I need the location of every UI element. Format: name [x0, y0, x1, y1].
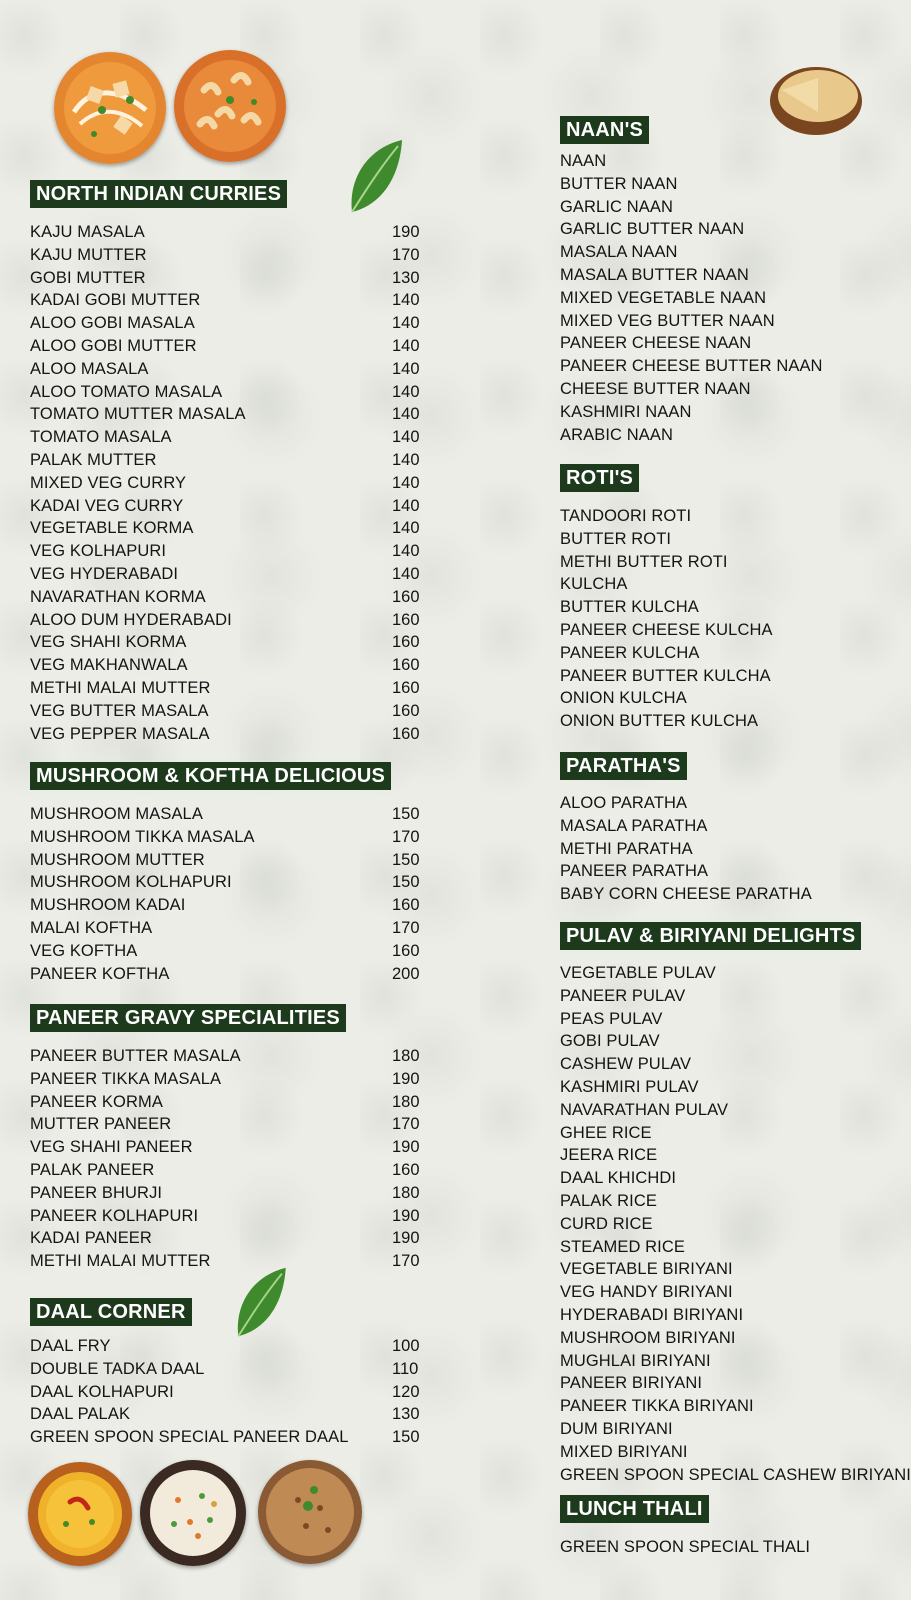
section-heading: LUNCH THALI — [560, 1495, 709, 1523]
menu-item — [30, 723, 428, 746]
menu-item-name: GHEE RICE — [560, 1123, 652, 1142]
menu-item-price: 140 — [392, 291, 420, 310]
menu-item — [30, 677, 428, 700]
menu-item — [560, 332, 880, 355]
menu-item-name: VEG MAKHANWALA — [30, 656, 188, 675]
menu-item-name: PANEER BIRIYANI — [560, 1374, 703, 1393]
menu-item-name: MUSHROOM KOLHAPURI — [30, 873, 232, 892]
menu-item-name: KADAI PANEER — [30, 1229, 152, 1248]
menu-item-name: METHI MALAI MUTTER — [30, 1252, 211, 1271]
menu-item-price: 160 — [392, 701, 420, 720]
menu-item — [30, 1091, 428, 1114]
menu-item-name: ALOO MASALA — [30, 359, 149, 378]
menu-item-name: DAAL KOLHAPURI — [30, 1382, 174, 1401]
menu-item — [560, 551, 880, 574]
menu-item-name: MIXED VEGETABLE NAAN — [560, 288, 767, 307]
menu-item-name: STEAMED RICE — [560, 1237, 685, 1256]
menu-item — [560, 1350, 880, 1373]
menu-item-price: 130 — [392, 1405, 420, 1424]
menu-item — [30, 1182, 428, 1205]
menu-item-price: 190 — [392, 1206, 420, 1225]
menu-item-name: DAAL PALAK — [30, 1405, 131, 1424]
menu-item-name: BABY CORN CHEESE PARATHA — [560, 885, 812, 904]
menu-item-price: 140 — [392, 496, 420, 515]
menu-item — [30, 586, 428, 609]
menu-item-price: 180 — [392, 1047, 420, 1065]
menu-item-name: MUSHROOM KADAI — [30, 896, 186, 915]
menu-item-name: NAVARATHAN PULAV — [560, 1100, 729, 1119]
menu-list — [30, 1335, 428, 1449]
menu-item-name: MIXED BIRIYANI — [560, 1442, 688, 1461]
menu-item-name: MUSHROOM BIRIYANI — [560, 1328, 736, 1347]
menu-item-name: PALAK RICE — [560, 1191, 657, 1210]
menu-item-name: MUTTER PANEER — [30, 1115, 172, 1134]
menu-item-name: VEGETABLE KORMA — [30, 519, 194, 538]
menu-item — [560, 1030, 880, 1053]
menu-item — [560, 1167, 880, 1190]
menu-item-price: 140 — [392, 564, 420, 583]
menu-item-name: PANEER CHEESE KULCHA — [560, 620, 773, 639]
menu-item — [30, 1335, 428, 1358]
menu-item-price: 140 — [392, 428, 420, 447]
menu-item — [560, 665, 880, 688]
menu-item — [560, 883, 880, 906]
menu-item-name: JEERA RICE — [560, 1146, 658, 1165]
menu-item-price: 140 — [392, 336, 420, 355]
menu-item-name: ARABIC NAAN — [560, 425, 673, 444]
menu-item — [30, 1068, 428, 1091]
menu-item — [560, 355, 880, 378]
menu-item-price: 190 — [392, 1069, 420, 1088]
menu-item-name: PANEER KORMA — [30, 1092, 163, 1111]
menu-item-price: 160 — [392, 587, 420, 606]
menu-item-name: PANEER TIKKA MASALA — [30, 1069, 222, 1088]
menu-item — [30, 426, 428, 449]
menu-item — [30, 1136, 428, 1159]
menu-item-price: 100 — [392, 1337, 420, 1355]
menu-item — [560, 528, 880, 551]
menu-item-name: TOMATO MASALA — [30, 428, 172, 447]
menu-item — [560, 264, 880, 287]
menu-item-price: 170 — [392, 245, 420, 264]
menu-item — [560, 1236, 880, 1259]
menu-item-price: 140 — [392, 314, 420, 333]
menu-item — [30, 826, 428, 849]
menu-item-price: 170 — [392, 918, 420, 937]
menu-item-price: 160 — [392, 656, 420, 675]
menu-item — [560, 792, 880, 815]
menu-item — [30, 849, 428, 872]
menu-item — [560, 1144, 880, 1167]
menu-item-price: 140 — [392, 473, 420, 492]
menu-item-price: 160 — [392, 724, 420, 743]
menu-item-price: 140 — [392, 405, 420, 424]
menu-item-name: VEG HANDY BIRIYANI — [560, 1283, 733, 1302]
menu-item — [560, 241, 880, 264]
menu-item-price: 180 — [392, 1183, 420, 1202]
menu-list — [30, 1045, 428, 1273]
menu-item-name: DOUBLE TADKA DAAL — [30, 1359, 205, 1378]
menu-item — [560, 378, 880, 401]
menu-item-name: KADAI VEG CURRY — [30, 496, 184, 515]
menu-item-price: 160 — [392, 896, 420, 915]
menu-item — [560, 1395, 880, 1418]
menu-item-price: 150 — [392, 805, 420, 823]
menu-item — [560, 860, 880, 883]
menu-item — [30, 1113, 428, 1136]
menu-item — [30, 917, 428, 940]
menu-item — [560, 1099, 880, 1122]
menu-item-name: MALAI KOFTHA — [30, 918, 153, 937]
section-heading: PANEER GRAVY SPECIALITIES — [30, 1004, 346, 1032]
menu-item — [560, 1258, 880, 1281]
menu-item — [30, 894, 428, 917]
menu-item-name: MUSHROOM MUTTER — [30, 850, 205, 869]
menu-item-name: ONION KULCHA — [560, 689, 687, 708]
menu-item — [560, 985, 880, 1008]
menu-item-price: 160 — [392, 678, 420, 697]
menu-item-name: ALOO PARATHA — [560, 794, 688, 812]
menu-item — [560, 1190, 880, 1213]
section-heading: DAAL CORNER — [30, 1298, 192, 1326]
menu-item-price: 160 — [392, 610, 420, 629]
menu-item-name: MUGHLAI BIRIYANI — [560, 1351, 711, 1370]
menu-item-name: BUTTER ROTI — [560, 529, 672, 548]
menu-item — [30, 540, 428, 563]
menu-item-name: PANEER PULAV — [560, 986, 686, 1005]
menu-item — [560, 196, 880, 219]
menu-item-name: PALAK PANEER — [30, 1160, 155, 1179]
menu-item-name: ALOO DUM HYDERABADI — [30, 610, 232, 629]
menu-item-name: DAAL KHICHDI — [560, 1169, 677, 1188]
menu-item-name: PANEER BUTTER KULCHA — [560, 666, 771, 685]
menu-item-name: VEG KOLHAPURI — [30, 542, 167, 561]
menu-item-name: GREEN SPOON SPECIAL PANEER DAAL — [30, 1428, 349, 1447]
menu-item-name: ONION BUTTER KULCHA — [560, 712, 759, 731]
menu-item — [30, 940, 428, 963]
menu-item — [560, 619, 880, 642]
menu-item-name: PANEER BHURJI — [30, 1183, 163, 1202]
menu-item-name: TANDOORI ROTI — [560, 507, 692, 525]
menu-item-name: VEGETABLE PULAV — [560, 964, 716, 982]
menu-item-name: HYDERABADI BIRIYANI — [560, 1305, 744, 1324]
menu-item — [560, 687, 880, 710]
menu-item — [560, 1213, 880, 1236]
menu-item-name: GREEN SPOON SPECIAL THALI — [560, 1538, 811, 1556]
menu-item-name: TOMATO MUTTER MASALA — [30, 405, 246, 424]
menu-item — [560, 287, 880, 310]
menu-item — [30, 1205, 428, 1228]
menu-item-price: 190 — [392, 1138, 420, 1157]
menu-item-name: METHI MALAI MUTTER — [30, 678, 211, 697]
menu-item — [560, 1053, 880, 1076]
menu-item-name: VEG SHAHI KORMA — [30, 633, 187, 652]
menu-item-name: DAAL FRY — [30, 1337, 111, 1355]
menu-item-name: DUM BIRIYANI — [560, 1419, 673, 1438]
menu-item-name: CASHEW PULAV — [560, 1055, 692, 1074]
menu-item-name: MASALA NAAN — [560, 243, 678, 262]
menu-item-price: 170 — [392, 1252, 420, 1271]
menu-item — [560, 710, 880, 733]
menu-item — [560, 1372, 880, 1395]
menu-item-name: PANEER CHEESE BUTTER NAAN — [560, 357, 823, 376]
menu-item-price: 180 — [392, 1092, 420, 1111]
menu-item-name: GOBI MUTTER — [30, 268, 146, 287]
menu-item — [560, 962, 880, 985]
menu-item-price: 140 — [392, 359, 420, 378]
menu-item — [30, 1045, 428, 1068]
left-menu-column — [30, 0, 440, 1600]
section-heading: MUSHROOM & KOFTHA DELICIOUS — [30, 762, 391, 790]
menu-item — [30, 495, 428, 518]
section-heading: NAAN'S — [560, 116, 649, 144]
menu-item-name: VEG SHAHI PANEER — [30, 1138, 193, 1157]
menu-item — [30, 1426, 428, 1449]
menu-item-name: ALOO GOBI MUTTER — [30, 336, 197, 355]
menu-item-name: MIXED VEG BUTTER NAAN — [560, 311, 775, 330]
menu-item — [30, 963, 428, 986]
menu-item-name: PALAK MUTTER — [30, 450, 157, 469]
menu-item — [560, 1418, 880, 1441]
menu-item — [560, 815, 880, 838]
menu-item-price: 170 — [392, 1115, 420, 1134]
menu-item — [30, 381, 428, 404]
section-heading: NORTH INDIAN CURRIES — [30, 180, 287, 208]
section-heading: PARATHA'S — [560, 752, 687, 780]
menu-item — [560, 1122, 880, 1145]
menu-item-price: 150 — [392, 873, 420, 892]
menu-item-name: ALOO GOBI MASALA — [30, 314, 195, 333]
menu-item-price: 120 — [392, 1382, 420, 1401]
menu-item-name: VEGETABLE BIRIYANI — [560, 1260, 733, 1279]
menu-item — [30, 631, 428, 654]
menu-item-name: BUTTER KULCHA — [560, 598, 699, 617]
menu-item-price: 190 — [392, 223, 420, 241]
menu-item-name: VEG BUTTER MASALA — [30, 701, 209, 720]
section-heading: ROTI'S — [560, 464, 639, 492]
menu-item-price: 150 — [392, 850, 420, 869]
menu-item — [560, 573, 880, 596]
menu-item-name: PANEER KULCHA — [560, 643, 700, 662]
menu-item-price: 110 — [392, 1359, 419, 1378]
menu-item — [560, 1008, 880, 1031]
menu-item — [30, 563, 428, 586]
menu-list — [560, 792, 880, 906]
menu-item-name: PANEER PARATHA — [560, 862, 709, 881]
menu-item-name: VEG KOFTHA — [30, 941, 138, 960]
menu-item-name: PANEER BUTTER MASALA — [30, 1047, 241, 1065]
menu-item-name: MASALA BUTTER NAAN — [560, 265, 749, 284]
menu-item — [30, 1358, 428, 1381]
menu-item-name: MUSHROOM TIKKA MASALA — [30, 827, 255, 846]
menu-item — [30, 1227, 428, 1250]
menu-item-name: GREEN SPOON SPECIAL CASHEW BIRIYANI — [560, 1465, 911, 1484]
menu-list — [30, 221, 428, 745]
menu-list — [560, 962, 911, 1486]
menu-item-name: PEAS PULAV — [560, 1009, 663, 1028]
menu-item — [30, 312, 428, 335]
menu-item — [560, 1464, 911, 1487]
menu-list — [560, 505, 880, 733]
menu-item — [560, 1327, 880, 1350]
menu-item-name: BUTTER NAAN — [560, 174, 678, 193]
menu-item-price: 160 — [392, 633, 420, 652]
menu-item-price: 140 — [392, 382, 420, 401]
menu-item — [560, 218, 880, 241]
menu-item-name: MIXED VEG CURRY — [30, 473, 187, 492]
section-heading: PULAV & BIRIYANI DELIGHTS — [560, 922, 861, 950]
menu-item-name: NAAN — [560, 152, 607, 170]
menu-item-name: MUSHROOM MASALA — [30, 805, 203, 823]
menu-item — [560, 1281, 880, 1304]
menu-item — [30, 609, 428, 632]
menu-item-price: 140 — [392, 542, 420, 561]
menu-item — [30, 803, 428, 826]
menu-item — [560, 1076, 880, 1099]
menu-item-name: KADAI GOBI MUTTER — [30, 291, 201, 310]
right-menu-column — [560, 0, 911, 1600]
menu-item-price: 190 — [392, 1229, 420, 1248]
menu-item — [560, 310, 880, 333]
menu-item-price: 130 — [392, 268, 420, 287]
menu-list — [560, 1536, 880, 1559]
menu-item-name: METHI PARATHA — [560, 839, 693, 858]
menu-item — [560, 150, 880, 173]
menu-item — [30, 289, 428, 312]
menu-item-name: ALOO TOMATO MASALA — [30, 382, 223, 401]
menu-item-name: VEG PEPPER MASALA — [30, 724, 210, 743]
menu-item-name: GARLIC BUTTER NAAN — [560, 220, 745, 239]
menu-item-name: PANEER TIKKA BIRIYANI — [560, 1397, 754, 1416]
menu-item — [560, 642, 880, 665]
menu-item-price: 170 — [392, 827, 420, 846]
menu-item — [30, 1250, 428, 1273]
menu-item-price: 150 — [392, 1428, 420, 1447]
menu-list — [30, 803, 428, 985]
menu-item — [560, 1304, 880, 1327]
menu-item-name: PANEER CHEESE NAAN — [560, 334, 752, 353]
menu-item — [30, 221, 428, 244]
menu-item — [30, 517, 428, 540]
menu-item-name: NAVARATHAN KORMA — [30, 587, 206, 606]
menu-item — [560, 596, 880, 619]
menu-item — [30, 472, 428, 495]
menu-item — [30, 654, 428, 677]
menu-item — [560, 173, 880, 196]
menu-item-name: METHI BUTTER ROTI — [560, 552, 728, 571]
menu-item — [30, 1403, 428, 1426]
menu-item-name: GARLIC NAAN — [560, 197, 673, 216]
menu-item-price: 200 — [392, 964, 420, 983]
menu-item — [30, 1159, 428, 1182]
menu-item — [30, 335, 428, 358]
menu-item — [560, 424, 880, 447]
menu-item-name: KASHMIRI PULAV — [560, 1077, 699, 1096]
menu-item — [30, 700, 428, 723]
menu-item-price: 140 — [392, 450, 420, 469]
menu-item-name: KAJU MASALA — [30, 223, 145, 241]
menu-item-name: GOBI PULAV — [560, 1032, 660, 1051]
menu-item-name: PANEER KOLHAPURI — [30, 1206, 199, 1225]
menu-item — [30, 449, 428, 472]
menu-item — [30, 244, 428, 267]
menu-item — [560, 838, 880, 861]
menu-item-name: KASHMIRI NAAN — [560, 402, 692, 421]
menu-item-name: KULCHA — [560, 575, 628, 594]
menu-item — [30, 358, 428, 381]
menu-item — [30, 1381, 428, 1404]
menu-item-name: PANEER KOFTHA — [30, 964, 170, 983]
menu-item-name: CURD RICE — [560, 1214, 653, 1233]
menu-item-name: VEG HYDERABADI — [30, 564, 179, 583]
menu-item — [560, 401, 880, 424]
menu-item — [560, 505, 880, 528]
menu-item-price: 160 — [392, 941, 420, 960]
menu-item — [30, 403, 428, 426]
menu-item-name: MASALA PARATHA — [560, 816, 708, 835]
menu-item — [30, 871, 428, 894]
menu-list — [560, 150, 880, 446]
menu-item-price: 140 — [392, 519, 420, 538]
menu-item-name: KAJU MUTTER — [30, 245, 147, 264]
menu-item — [560, 1441, 880, 1464]
menu-item-price: 160 — [392, 1160, 420, 1179]
menu-item — [560, 1536, 880, 1559]
menu-item-name: CHEESE BUTTER NAAN — [560, 379, 751, 398]
menu-item — [30, 267, 428, 290]
